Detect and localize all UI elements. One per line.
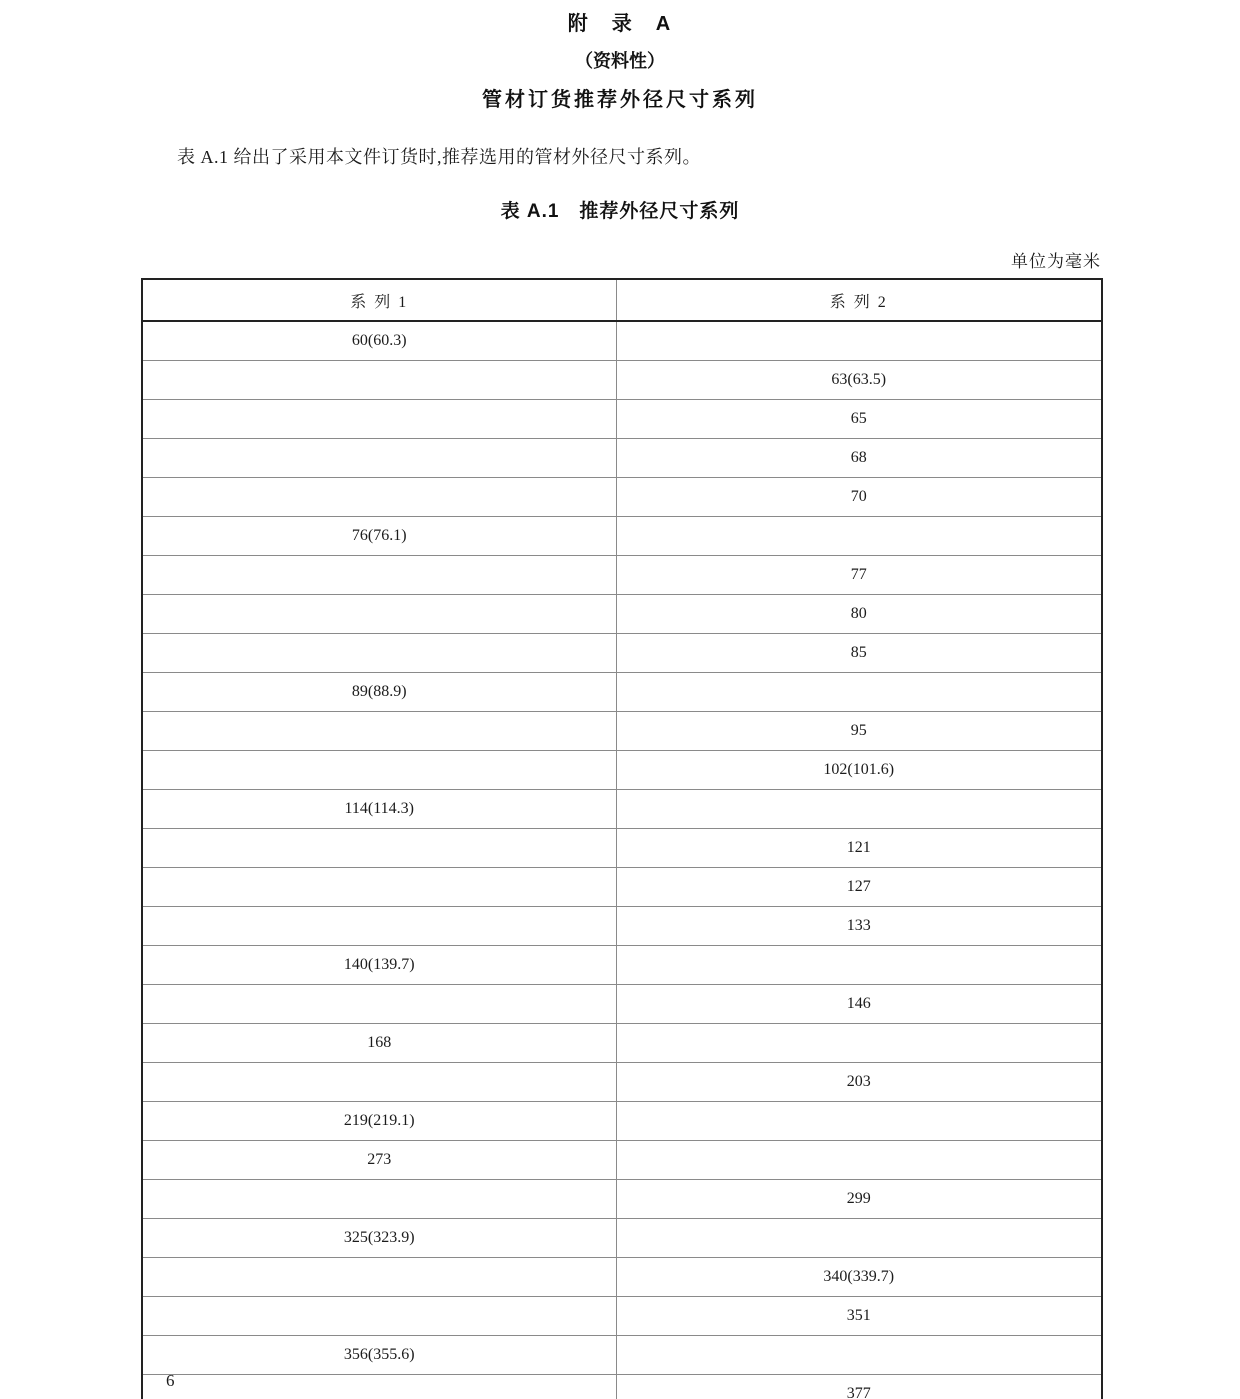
table-cell (616, 1336, 1102, 1375)
table-body (142, 321, 1102, 1399)
table-row (142, 556, 1102, 595)
table-cell (142, 556, 616, 595)
table-row (142, 634, 1102, 673)
table-cell (142, 1180, 616, 1219)
table-cell (142, 1375, 616, 1399)
table-row (142, 1141, 1102, 1180)
table-cell: 340(339.7) (616, 1258, 1102, 1297)
table-cell (142, 478, 616, 517)
table-row (142, 1180, 1102, 1219)
table-row (142, 751, 1102, 790)
table-row (142, 673, 1102, 712)
table-cell: 356(355.6) (142, 1336, 616, 1375)
table-cell: 89(88.9) (142, 673, 616, 712)
table-cell (142, 907, 616, 946)
table-row (142, 946, 1102, 985)
table-cell: 168 (142, 1024, 616, 1063)
table-cell (142, 400, 616, 439)
table-row (142, 985, 1102, 1024)
table-row (142, 1102, 1102, 1141)
table-cell: 80 (616, 595, 1102, 634)
table-cell: 70 (616, 478, 1102, 517)
table-cell: 133 (616, 907, 1102, 946)
table-cell: 76(76.1) (142, 517, 616, 556)
table-cell: 325(323.9) (142, 1219, 616, 1258)
table-cell: 63(63.5) (616, 361, 1102, 400)
table-cell (616, 1102, 1102, 1141)
table-row (142, 868, 1102, 907)
unit-note: 单位为毫米 (1011, 252, 1101, 271)
table-row (142, 1258, 1102, 1297)
table-row (142, 595, 1102, 634)
column-header-series-1: 系 列 1 (142, 279, 616, 321)
table-cell: 377 (616, 1375, 1102, 1399)
table-cell (142, 634, 616, 673)
outer-diameter-table (141, 278, 1103, 1399)
table-row (142, 478, 1102, 517)
table-cell (616, 517, 1102, 556)
table-cell: 203 (616, 1063, 1102, 1102)
table-cell (616, 321, 1102, 361)
table-cell (616, 790, 1102, 829)
table-cell (142, 868, 616, 907)
table-cell: 127 (616, 868, 1102, 907)
appendix-subject-title: 管材订货推荐外径尺寸系列 (482, 89, 758, 111)
table-cell (142, 361, 616, 400)
table-cell: 121 (616, 829, 1102, 868)
table-row (142, 829, 1102, 868)
table-cell (616, 1024, 1102, 1063)
table-row (142, 1024, 1102, 1063)
table-row (142, 400, 1102, 439)
appendix-title: 附 录 A (567, 13, 673, 35)
table-row (142, 1297, 1102, 1336)
intro-paragraph: 表 A.1 给出了采用本文件订货时,推荐选用的管材外径尺寸系列。 (177, 147, 701, 167)
table-row (142, 517, 1102, 556)
table-row (142, 1336, 1102, 1375)
table-cell: 146 (616, 985, 1102, 1024)
table-cell (616, 946, 1102, 985)
table-cell (142, 985, 616, 1024)
table-cell: 95 (616, 712, 1102, 751)
table-cell (142, 439, 616, 478)
table-cell: 140(139.7) (142, 946, 616, 985)
table-cell: 273 (142, 1141, 616, 1180)
table-caption: 表 A.1 推荐外径尺寸系列 (500, 201, 740, 222)
table-row (142, 1375, 1102, 1399)
table-row (142, 790, 1102, 829)
column-header-series-2: 系 列 2 (616, 279, 1102, 321)
appendix-type-label: （资料性） (575, 51, 665, 71)
table-cell: 85 (616, 634, 1102, 673)
table-cell (616, 1141, 1102, 1180)
table-cell: 68 (616, 439, 1102, 478)
table-cell (616, 673, 1102, 712)
table-cell (142, 829, 616, 868)
table-row (142, 361, 1102, 400)
table-row (142, 712, 1102, 751)
table-cell: 65 (616, 400, 1102, 439)
table-row (142, 907, 1102, 946)
table-row (142, 321, 1102, 361)
table-cell (142, 712, 616, 751)
table-cell (142, 751, 616, 790)
table-cell: 60(60.3) (142, 321, 616, 361)
table-cell (142, 1297, 616, 1336)
page-number: 6 (166, 1371, 175, 1390)
table-row (142, 1063, 1102, 1102)
table-cell: 219(219.1) (142, 1102, 616, 1141)
table-row (142, 439, 1102, 478)
table-cell (142, 595, 616, 634)
table-cell: 102(101.6) (616, 751, 1102, 790)
table-cell: 114(114.3) (142, 790, 616, 829)
table-row (142, 1219, 1102, 1258)
table-cell: 351 (616, 1297, 1102, 1336)
table-cell: 77 (616, 556, 1102, 595)
table-cell (616, 1219, 1102, 1258)
table-cell: 299 (616, 1180, 1102, 1219)
table-header-row (142, 279, 1102, 321)
table-cell (142, 1063, 616, 1102)
table-cell (142, 1258, 616, 1297)
table-head (142, 279, 1102, 321)
